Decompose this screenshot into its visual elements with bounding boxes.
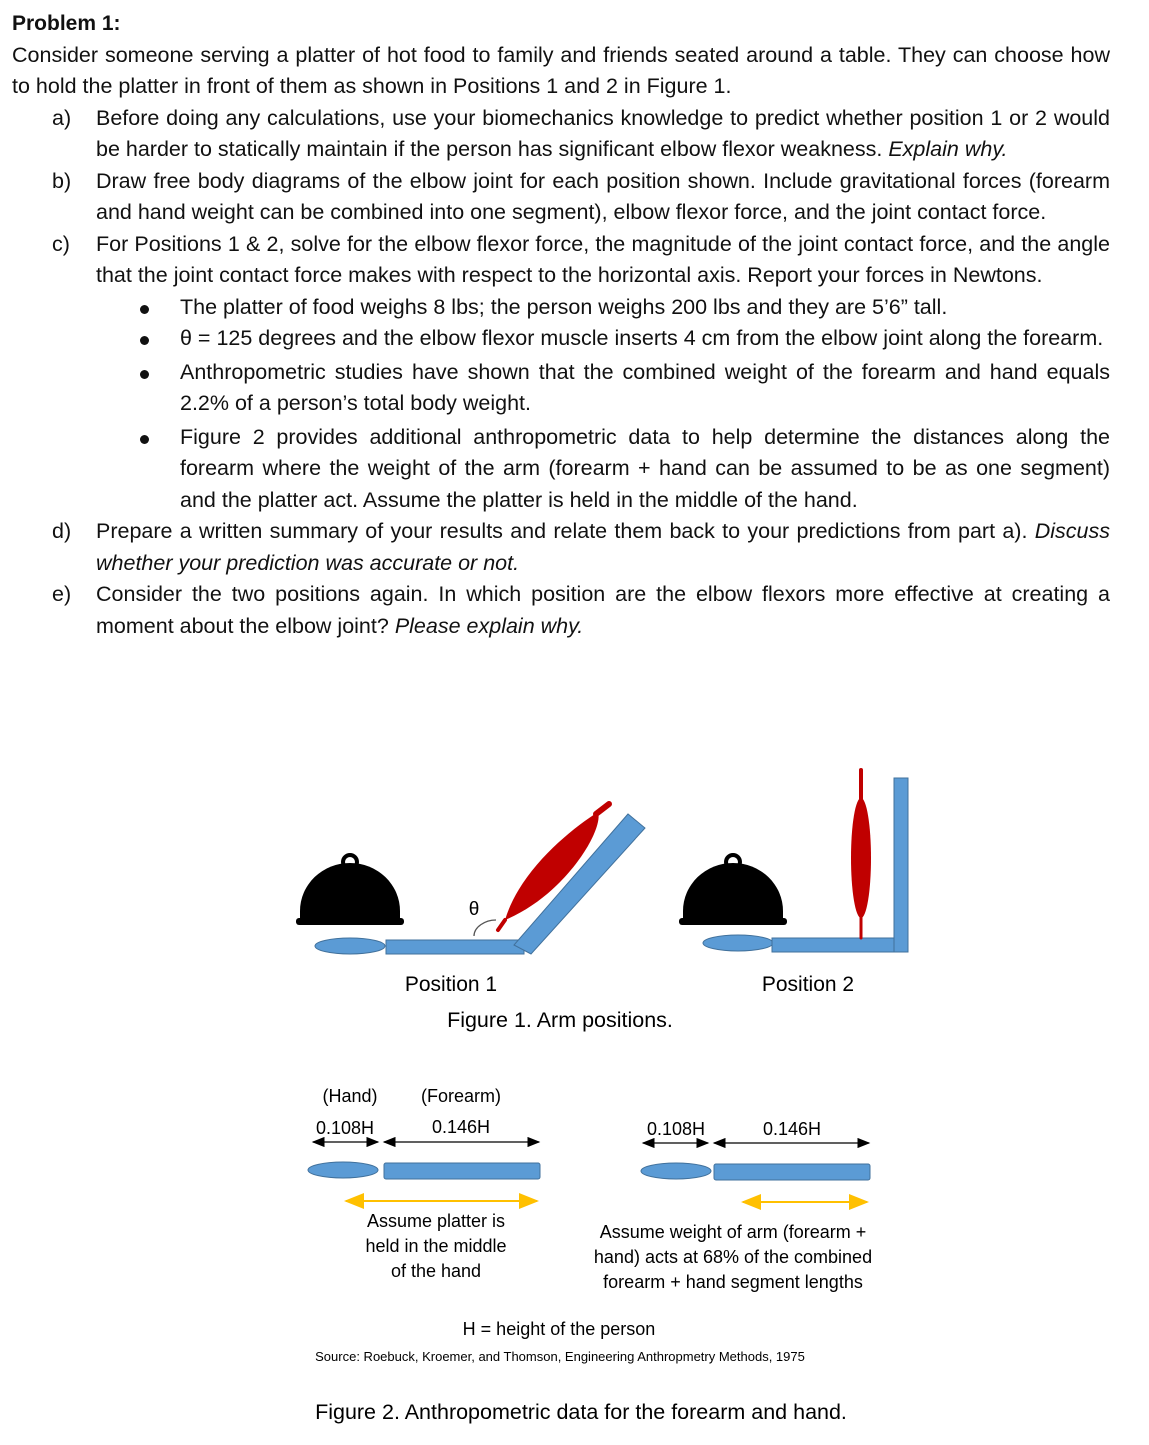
part-d-label: d)	[52, 519, 72, 543]
hand-ellipse	[308, 1162, 378, 1178]
problem-intro: Consider someone serving a platter of hot food to family and friends seated around a table. They can choose how to hold the platter in front of them as shown in Positions 1 and 2 in Figure 1.	[12, 42, 1110, 98]
hand-ellipse	[641, 1163, 711, 1179]
theta-arc	[474, 920, 496, 936]
platter-note-line: Assume platter is	[366, 1211, 506, 1231]
position-2-label: Position 2	[761, 973, 855, 996]
part-a-italic: Explain why.	[888, 137, 1008, 161]
right-anthropometric-diagram	[594, 1119, 872, 1292]
given-item: Anthropometric studies have shown that the combined weight of the forearm and hand equals 2.2% of a person’s total body weight.	[12, 357, 1110, 420]
part-c-text: For Positions 1 & 2, solve for the elbow flexor force, the magnitude of the joint contact force, and the angle that the joint contact force makes with respect to the horizontal axis. Report your forces in Newtons.	[96, 231, 1110, 287]
figure-2-caption: Figure 2. Anthropometric data for the forearm and hand.	[315, 1400, 847, 1424]
part-a-text: Before doing any calculations, use your biomechanics knowledge to predict whether position 1 or 2 would be harder to statically maintain if the person has significant elbow flexor weakness.	[96, 105, 1110, 161]
position-1-diagram	[296, 804, 645, 996]
hand-ellipse	[315, 938, 385, 954]
platter-cover-icon	[679, 855, 787, 925]
source-citation: Source: Roebuck, Kroemer, and Thomson, Engineering Anthropmetry Methods, 1975	[315, 1349, 805, 1364]
hand-label: (Hand)	[322, 1086, 378, 1106]
arm-weight-note-line: hand) acts at 68% of the combined	[593, 1247, 873, 1267]
position-2-diagram	[679, 770, 908, 996]
left-anthropometric-diagram	[308, 1086, 540, 1281]
figure-2	[308, 1086, 872, 1424]
theta-label: θ	[468, 899, 480, 920]
muscle-shape	[851, 770, 871, 938]
arm-weight-note-line: Assume weight of arm (forearm +	[599, 1222, 867, 1242]
given-item: θ = 125 degrees and the elbow flexor muscle inserts 4 cm from the elbow joint along the forearm.	[12, 323, 1110, 355]
given-item: Figure 2 provides additional anthropometric data to help determine the distances along the forearm where the weight of the arm (forearm + hand can be assumed to be as one segment) and the platter act. Assume the platter is held in the middle of the hand.	[12, 422, 1110, 517]
given-item: The platter of food weighs 8 lbs; the person weighs 200 lbs and they are 5’6” tall.	[12, 292, 1110, 324]
forearm-bar	[386, 940, 524, 954]
hand-ellipse	[703, 935, 773, 951]
part-a-label: a)	[52, 105, 72, 130]
height-definition: H = height of the person	[462, 1319, 656, 1339]
hand-length-label: 0.108H	[646, 1119, 706, 1139]
part-b-label: b)	[52, 168, 72, 193]
platter-note-line: of the hand	[390, 1261, 482, 1281]
forearm-bar	[714, 1164, 870, 1180]
part-e-label: e)	[52, 582, 72, 606]
forearm-label: (Forearm)	[421, 1086, 501, 1106]
position-1-label: Position 1	[404, 973, 498, 996]
forearm-length-label: 0.146H	[431, 1117, 491, 1137]
forearm-bar	[384, 1163, 540, 1179]
part-e-italic: Please explain why.	[394, 613, 584, 638]
problem-title: Problem 1:	[12, 12, 121, 35]
part-d-italic: Discuss whether your prediction was accurate or not.	[96, 519, 1110, 575]
platter-note-line: held in the middle	[365, 1236, 507, 1256]
platter-cover-icon	[296, 855, 404, 925]
part-d-text: Prepare a written summary of your results and relate them back to your predictions from part a).	[96, 519, 1028, 543]
arm-weight-note-line: forearm + hand segment lengths	[603, 1272, 863, 1292]
part-e-text: Consider the two positions again. In which position are the elbow flexors more effective at creating a moment about the elbow joint?	[96, 582, 1110, 638]
part-c-label: c)	[52, 231, 70, 256]
figure-1-caption: Figure 1. Arm positions.	[447, 1008, 673, 1032]
upper-arm-bar	[894, 778, 908, 952]
forearm-bar	[772, 938, 908, 952]
forearm-length-label: 0.146H	[762, 1119, 822, 1139]
figure-1	[296, 770, 908, 1032]
part-b-text: Draw free body diagrams of the elbow joint for each position shown. Include gravitational forces (forearm and hand weight can be combined into one segment), elbow flexor force, and the joint contact force.	[96, 168, 1110, 224]
hand-length-label: 0.108H	[315, 1118, 375, 1138]
